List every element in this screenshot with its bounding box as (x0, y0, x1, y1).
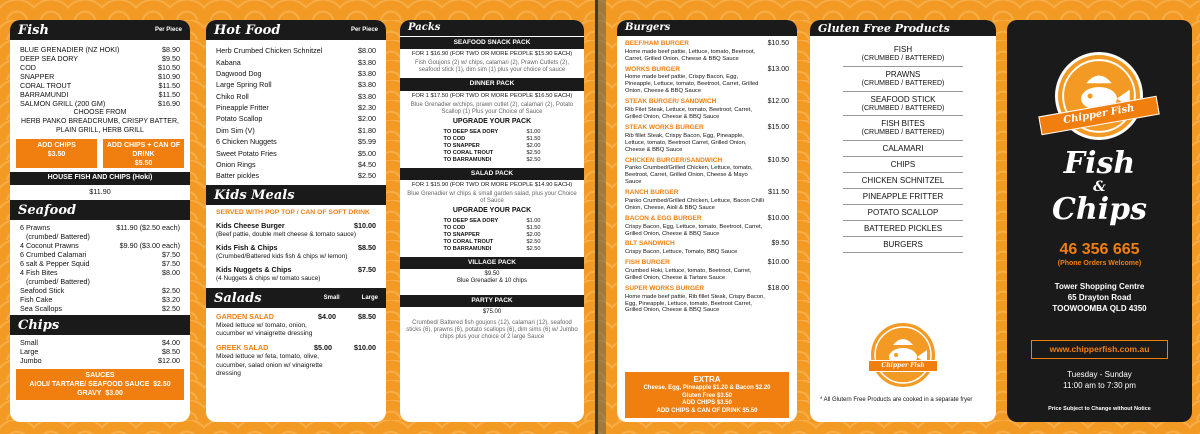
item-name: Jumbo (20, 356, 42, 365)
house-fish-price: $11.90 (89, 187, 111, 196)
item-price: $8.00 (162, 268, 180, 277)
burger-price: $10.50 (767, 156, 789, 164)
menu-row (10, 268, 190, 277)
item-price: $8.50 (162, 347, 180, 356)
menu-row (206, 45, 386, 56)
extras-box: EXTRA Cheese, Egg, Pineapple $1.20 & Bacon $2.20 Gluten Free $3.50 ADD CHIPS $3.50 ADD CHIPS & CAN OF DRINK $5.50 (625, 372, 789, 418)
burger-price: $11.50 (768, 189, 789, 197)
item-price: $3.80 (358, 57, 376, 67)
item-price: $5.99 (358, 137, 376, 147)
menu-row (206, 241, 386, 253)
item-price: $2.50 (162, 304, 180, 313)
menu-row (10, 347, 190, 356)
sauces-box: SAUCES AIOLI/ TARTARE/ SEAFOOD SAUCE $2.50 GRAVY $3.00 (16, 369, 184, 400)
burger-name: STEAK BURGER/ SANDWICH (625, 98, 717, 106)
item-price: $7.50 (162, 259, 180, 268)
salad-upgrades (400, 218, 584, 257)
burger-price: $10.00 (767, 214, 789, 222)
gluten-list (810, 36, 996, 253)
burger-item (617, 215, 797, 241)
packs-header: Packs (400, 20, 584, 36)
item-name: SALMON GRILL (200 GM) (20, 99, 106, 108)
hotfood-list (206, 40, 386, 182)
item-name: Kids Fish & Chips (216, 242, 278, 252)
item-description: (Beef pattie, double melt cheese & tomato sauce) (216, 230, 356, 238)
gf-item-name: CALAMARI (882, 144, 924, 153)
item-price: $10.50 (158, 63, 180, 72)
burger-item (617, 66, 797, 99)
seafood-list (10, 220, 190, 313)
item-description: (crumbed/ Battered) (26, 232, 90, 241)
gf-item-sub: (CRUMBED / BATTERED) (861, 79, 945, 87)
item-name: 6 Chicken Nuggets (216, 137, 277, 147)
salad-name: GARDEN SALAD (216, 311, 274, 321)
menu-row (206, 147, 386, 158)
gluten-free-item (810, 67, 996, 91)
upgrade-price: $1.50 (526, 224, 541, 231)
menu-row (206, 170, 386, 181)
gluten-header: Gluten Free Products (810, 20, 996, 36)
item-price: $9.90 ($3.00 each) (119, 241, 180, 250)
menu-row (206, 56, 386, 67)
burger-name: CHICKEN BURGER/SANDWICH (625, 156, 723, 164)
burger-name: SUPER WORKS BURGER (625, 284, 705, 292)
burger-description: Panko Crumbed/Grilled Chicken, Lettuce, tomato, Beetroot, Carret, Grilled Onion, Cheese & Mayo Sauce (625, 165, 753, 186)
item-name: Chiko Roll (216, 91, 249, 101)
item-name: Onion Rings (216, 159, 256, 169)
dinner-upgrades (400, 129, 584, 168)
upgrade-name: TO BARRAMUNDI (443, 245, 492, 252)
menu-row (10, 356, 190, 365)
burger-item (617, 189, 797, 215)
fish-choose: CHOOSE FROM (73, 109, 127, 116)
menu-row (10, 241, 190, 250)
salad-row (206, 343, 386, 352)
dinner-pack-bar: DINNER PACK (400, 78, 584, 90)
salad-small-price: $5.00 (314, 343, 333, 353)
burger-description: Home made beef pattie, Rib fillet Steak, Crispy Bacon, Egg, Pineapple, Lettuce, tomato, Beetroot Carret, Grilled Onion, Cheese & BBQ Sauce (625, 293, 765, 314)
upgrade-row (400, 157, 584, 164)
gluten-free-item (810, 92, 996, 116)
burger-price: $10.00 (767, 259, 789, 267)
menu-row (206, 79, 386, 90)
gf-divider (843, 252, 963, 253)
price-notice: Price Subject to Change without Notice (1048, 406, 1151, 412)
gluten-free-item (810, 141, 996, 156)
burger-name: BACON & EGG BURGER (625, 214, 702, 222)
opening-hours: Tuesday - Sunday 11:00 am to 7:30 pm (1063, 370, 1136, 390)
burger-description: Rib fillet Steak, Crispy Bacon, Egg, Pineapple, Lettuce, tomato, Beetroot Carret, Grilled Onion, Cheese & BBQ Sauce (625, 132, 747, 153)
gf-item-name: FISH BITES (881, 119, 925, 129)
upgrade-row (400, 143, 584, 150)
item-name: Sea Scallops (20, 304, 62, 313)
item-name: 6 salt & Pepper Squid (20, 259, 90, 268)
item-price: $3.80 (358, 80, 376, 90)
burger-description: Crispy Bacon, Egg, Lettuce, tomato, Beetroot, Carret, Grilled Onion, Cheese & BBQ Sauce (625, 223, 763, 237)
item-price: $11.90 ($2.50 each) (116, 223, 180, 232)
fish-col-label: Per Piece (154, 27, 182, 33)
fish-chef-icon (871, 323, 935, 387)
item-name: Large (20, 347, 39, 356)
gf-item-name: POTATO SCALLOP (867, 208, 939, 217)
item-price: $2.00 (358, 114, 376, 124)
fold-shadow (598, 0, 606, 434)
website-link[interactable]: www.chipperfish.com.au (1031, 340, 1168, 359)
item-name: BLUE GRENADIER (NZ HOKI) (20, 45, 120, 54)
item-name: Dagwood Dog (216, 68, 262, 78)
logo-small-ribbon: Chipper Fish (868, 360, 938, 372)
upgrade-name: TO DEEP SEA DORY (443, 128, 499, 135)
panel-fish (10, 20, 190, 422)
item-price: $2.50 (358, 171, 376, 181)
item-name: COD (20, 63, 36, 72)
salad-large-price: $8.50 (358, 311, 376, 321)
phone-block: 46 356 665 (Phone Orders Welcome) (1057, 241, 1142, 267)
upgrade-price: $2.50 (526, 245, 541, 252)
item-name: Pineapple Fritter (216, 103, 269, 113)
upgrade-row (400, 232, 584, 239)
menu-row (10, 99, 190, 108)
chips-header: Chips (10, 315, 190, 335)
gf-item-name: PINEAPPLE FRITTER (862, 192, 944, 201)
logo-large-ribbon: Chipper Fish (1038, 96, 1159, 135)
menu-row (10, 45, 190, 54)
fish-choices: HERB PANKO BREADCRUMB, CRISPY BATTER, PLAIN GRILL, HERB GRILL (21, 117, 179, 134)
upgrade-price: $2.00 (526, 231, 541, 238)
salad-list (206, 308, 386, 383)
item-description: Mixed lettuce w/ feta, tomato, olive, cucumber, salad onion w/ vinaigrette dressing (216, 353, 323, 377)
item-name: 6 Crumbed Calamari (20, 250, 87, 259)
item-name: Batter pickles (216, 171, 260, 181)
gf-item-name: CHIPS (890, 160, 916, 169)
item-price: $2.30 (358, 103, 376, 113)
item-price: $16.90 (158, 99, 180, 108)
item-price: $1.80 (358, 125, 376, 135)
salad-large-price: $10.00 (354, 343, 376, 353)
salad-name: GREEK SALAD (216, 343, 269, 353)
burger-name: STEAK WORKS BURGER (625, 123, 704, 131)
item-name: CORAL TROUT (20, 81, 72, 90)
upgrade-name: TO SNAPPER (443, 231, 480, 238)
gluten-free-item (810, 237, 996, 252)
gluten-free-item (810, 42, 996, 66)
item-name: Herb Crumbed Chicken Schnitzel (216, 46, 323, 56)
menu-row (206, 159, 386, 170)
burger-name: WORKS BURGER (625, 65, 680, 73)
item-price: $10.00 (354, 220, 376, 230)
gluten-free-item (810, 205, 996, 220)
gluten-free-item (810, 116, 996, 140)
upgrade-row (400, 225, 584, 232)
gluten-free-item (810, 157, 996, 172)
panel-gluten (810, 20, 996, 422)
burger-description: Crumbed Hoki, Lettuce, tomato, Beetroot, Carret, Grilled Onion, Cheese & Tartare Sauce (625, 267, 752, 281)
address: Tower Shopping Centre 65 Drayton Road TOOWOOMBA QLD 4350 (1052, 282, 1147, 313)
burger-item (617, 240, 797, 259)
kids-header: Kids Meals (206, 185, 386, 205)
gf-item-name: FISH (893, 45, 913, 54)
item-price: $9.50 (162, 54, 180, 63)
item-name: Large Spring Roll (216, 80, 272, 90)
burger-description: Crispy Bacon, Lettuce, Tomato, BBQ Sauce (625, 249, 738, 256)
menu-row (10, 338, 190, 347)
logo-small (868, 320, 938, 390)
kids-served: SERVED WITH POP TOP / CAN OF SOFT DRINK (216, 208, 370, 216)
item-price: $11.50 (158, 90, 180, 99)
burger-item (617, 98, 797, 124)
burger-item (617, 124, 797, 157)
item-name: Small (20, 338, 38, 347)
upgrade-name: TO SNAPPER (443, 142, 480, 149)
gf-item-sub: (CRUMBED / BATTERED) (861, 55, 945, 62)
upgrade-name: TO BARRAMUNDI (443, 156, 492, 163)
item-name: Kids Nuggets & Chips (216, 264, 292, 274)
menu-row (10, 250, 190, 259)
hotfood-col-label: Per Piece (350, 27, 378, 33)
item-price: $4.00 (162, 338, 180, 347)
burger-price: $10.50 (767, 40, 789, 47)
burger-description: Panko Crumbed/Grilled Chicken, Lettuce, Bacon Chilli Onion, Cheese, Aioli & BBQ Sauce (625, 197, 764, 211)
item-name: SNAPPER (20, 72, 55, 81)
upgrade-row (400, 136, 584, 143)
item-price: $5.00 (358, 148, 376, 158)
add-chips-drink-box: ADD CHIPS + CAN OF DRINK $5.50 (103, 139, 184, 168)
item-description: (Crumbed/Battered kids fish & chips w/ lemon) (216, 252, 348, 260)
burger-list (617, 36, 797, 317)
item-price: $3.20 (162, 295, 180, 304)
menu-row (10, 63, 190, 72)
item-name: DEEP SEA DORY (20, 54, 79, 63)
gf-item-name: BATTERED PICKLES (863, 224, 943, 233)
salad-row (206, 312, 386, 321)
gf-item-name: CHICKEN SCHNITZEL (861, 176, 945, 185)
menu-row (10, 223, 190, 232)
gf-item-sub: (CRUMBED / BATTERED) (861, 104, 945, 112)
menu-row (10, 90, 190, 99)
upgrade-price: $1.00 (526, 217, 541, 224)
upgrade-price: $2.00 (526, 142, 541, 149)
menu-row (206, 125, 386, 136)
upgrade-name: TO COD (443, 135, 466, 142)
kids-list (206, 219, 386, 285)
gf-item-name: BURGERS (883, 240, 923, 249)
burger-item (617, 285, 797, 318)
upgrade-row (400, 150, 584, 157)
menu-row (10, 295, 190, 304)
item-price: $2.50 (162, 286, 180, 295)
upgrade-price: $2.50 (526, 156, 541, 163)
panel-burgers (617, 20, 797, 422)
seafood-snack-bar: SEAFOOD SNACK PACK (400, 37, 584, 49)
gf-item-sub: (CRUMBED / BATTERED) (861, 129, 945, 137)
upgrade-row (400, 239, 584, 246)
gluten-note: * All Glutern Free Products are cooked in a separate fryer (820, 396, 973, 403)
item-price: $4.50 (358, 159, 376, 169)
gluten-free-item (810, 173, 996, 188)
item-price: $11.50 (158, 81, 180, 90)
menu-row (206, 91, 386, 102)
gf-item-name: SEAFOOD STICK (870, 94, 936, 104)
salad-small-price: $4.00 (318, 311, 336, 321)
item-name: Dim Sim (V) (216, 125, 255, 135)
brand-title: Fish & Chips (1052, 146, 1147, 227)
menu-row (10, 286, 190, 295)
burger-item (617, 259, 797, 285)
upgrade-price: $1.00 (526, 128, 541, 135)
add-chips-box: ADD CHIPS $3.50 (16, 139, 97, 168)
burger-price: $13.00 (767, 65, 789, 73)
menu-row (10, 304, 190, 313)
menu-row (10, 72, 190, 81)
item-name: Sweet Potato Fries (216, 148, 277, 158)
burger-price: $9.50 (771, 240, 789, 248)
item-price: $8.50 (358, 242, 376, 252)
panel-packs: Packs SEAFOOD SNACK PACK FOR 1 $16.90 (FOR TWO OR MORE PEOPLE $15.90 EACH) Fish Goujons (2) w/ chips, calamari (2), Prawn Cutlets (2), seafood stick (1), dim sim (1) plus your choice of sauce DINNER PACK FOR 1 $17.50 (FOR TWO OR MORE PEOPLE $16.50 EACH) Blue Grenadier w/chips, prawn cutlet (2), calamari (2), Potato Scallop (1) Plus your Choice of Sauce UPGRADE YOUR PACK TO DEEP SEA DORY $1.00 TO COD $1.50 TO SNAPPER $2.00 TO CORAL TROUT $2.50 TO BARRAMUNDI $2.50 SALAD PACK FOR 1 $15.90 (FOR TWO OR MORE PEOPLE $14.90 EACH) Blue Grenadier w/ chips & small garden salad, plus your Choice of Sauce UPGRADE YOUR PACK TO DEEP SEA DORY $1.00 TO COD $1.50 TO SNAPPER $2.00 TO CORAL TROUT $2.50 TO BARRAMUNDI $2.50 VILLAGE PACK $9.50 Blue Grenadier & 10 chips PARTY PACK $75.00 Crumbed/ Battered fish goujons (12), calamari (12), seafood sticks (6), prawns (6), potato scallops (6), dim sims (6) w/ Jumbo chips plus your choice of 2 large Sauce (400, 20, 584, 422)
item-name: 4 Fish Bites (20, 268, 58, 277)
item-description: (crumbed/ Battered) (26, 277, 90, 286)
item-price: $8.90 (162, 45, 180, 54)
item-name: Seafood Stick (20, 286, 65, 295)
fish-header: Fish Per Piece (10, 20, 190, 40)
burger-name: RANCH BURGER (625, 189, 679, 197)
menu-row (206, 113, 386, 124)
panel-brand (1007, 20, 1192, 422)
gf-item-name: PRAWNS (885, 69, 921, 79)
salad-pack-bar: SALAD PACK (400, 168, 584, 180)
upgrade-name: TO COD (443, 224, 466, 231)
item-price: $8.00 (358, 46, 376, 56)
village-pack-bar: VILLAGE PACK (400, 257, 584, 269)
menu-row (206, 136, 386, 147)
menu-row (206, 263, 386, 275)
menu-row (10, 81, 190, 90)
burger-name: BEEF/HAM BURGER (625, 40, 689, 47)
item-name: 6 Prawns (20, 223, 50, 232)
upgrade-row (400, 218, 584, 225)
item-name: 4 Coconut Prawns (20, 241, 79, 250)
burger-name: BLT SANDWICH (625, 240, 675, 248)
menu-row (10, 54, 190, 63)
seafood-header: Seafood (10, 200, 190, 220)
upgrade-name: TO DEEP SEA DORY (443, 217, 499, 224)
upgrade-price: $2.50 (526, 238, 541, 245)
item-name: Potato Scallop (216, 114, 263, 124)
item-price: $3.80 (358, 91, 376, 101)
upgrade-name: TO CORAL TROUT (443, 238, 494, 245)
item-price: $7.50 (358, 264, 376, 274)
burgers-header: Burgers (617, 20, 797, 36)
item-name: BARRAMUNDI (20, 90, 69, 99)
upgrade-row (400, 129, 584, 136)
item-price: $10.90 (158, 72, 180, 81)
panel-hotfood (206, 20, 386, 422)
gluten-free-item (810, 221, 996, 236)
gluten-free-item (810, 189, 996, 204)
burger-item (617, 40, 797, 66)
menu-row (206, 68, 386, 79)
house-fish-bar: HOUSE FISH AND CHIPS (Hoki) (10, 172, 190, 185)
salads-header: Salads Small Large (206, 288, 386, 308)
burger-description: Rib Filet Steak, Lettuce, tomato, Beetroot, Carret, Grilled Onion, Cheese & BBQ Sauce (625, 107, 752, 120)
item-description: Mixed lettuce w/ tomato, onion, cucumber w/ vinaigrette dressing (216, 321, 313, 338)
burger-item (617, 157, 797, 190)
item-price: $12.00 (158, 356, 180, 365)
item-description: (4 Nuggets & chips w/ tomato sauce) (216, 274, 321, 282)
party-pack-bar: PARTY PACK (400, 295, 584, 307)
fish-list (10, 40, 190, 108)
upgrade-price: $2.50 (526, 149, 541, 156)
burger-price: $12.00 (767, 98, 789, 106)
item-name: Kabana (216, 57, 241, 67)
item-price: $3.80 (358, 68, 376, 78)
menu-row (206, 102, 386, 113)
item-name: Kids Cheese Burger (216, 220, 285, 230)
menu-row (206, 219, 386, 231)
upgrade-row (400, 246, 584, 253)
burger-description: Home made beef pattie, Lettuce, tomato, Beetroot, Carret, Grilled Onion, Cheese & BBQ Sauce (625, 48, 756, 62)
menu-row (10, 259, 190, 268)
upgrade-price: $1.50 (526, 135, 541, 142)
upgrade-name: TO CORAL TROUT (443, 149, 494, 156)
item-name: Fish Cake (20, 295, 53, 304)
burger-price: $18.00 (767, 284, 789, 292)
burger-name: FISH BURGER (625, 259, 670, 267)
hotfood-header: Hot Food Per Piece (206, 20, 386, 40)
burger-description: Home made beef pattie, Crispy Bacon, Egg, Pineapple, Lettuce, tomato, Beetroot, Carret, Grilled Onion, Cheese & BBQ Sauce (625, 74, 759, 95)
chips-list (10, 335, 190, 365)
item-price: $7.50 (162, 250, 180, 259)
burger-price: $15.00 (767, 123, 789, 131)
